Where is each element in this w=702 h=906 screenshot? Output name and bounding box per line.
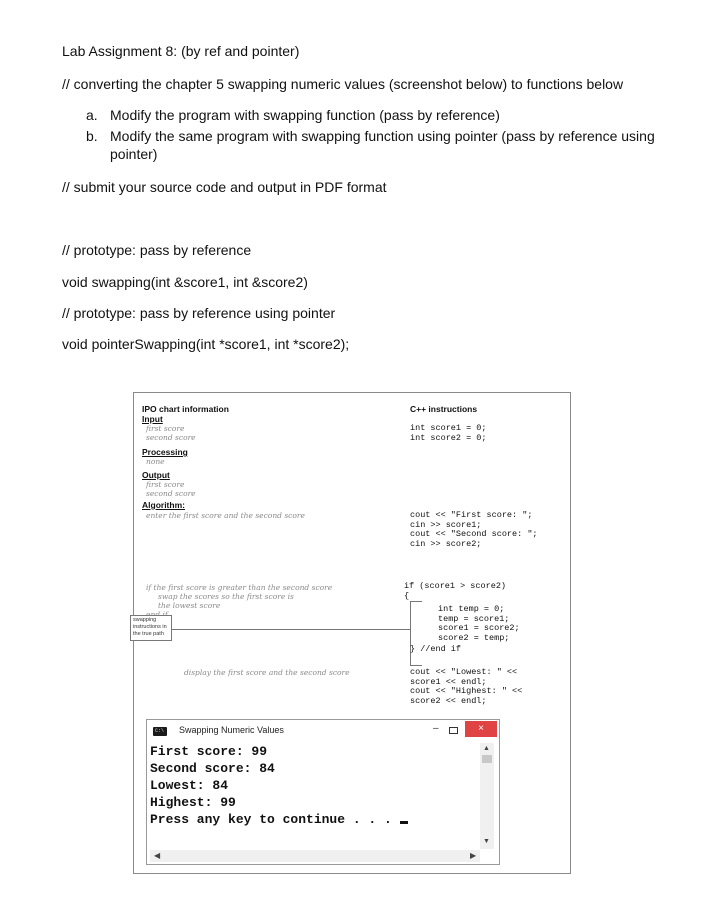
algorithm-step: swap the scores so the first score is bbox=[158, 592, 294, 601]
console-window bbox=[146, 719, 500, 865]
annotation-note: swapping instructions in the true path bbox=[130, 615, 172, 641]
horizontal-scrollbar[interactable] bbox=[150, 850, 480, 862]
scroll-right-icon[interactable]: ▶ bbox=[470, 851, 477, 860]
algorithm-step: enter the first score and the second score bbox=[146, 511, 305, 520]
proto-ptr: void pointerSwapping(int *score1, int *score2); bbox=[62, 336, 350, 352]
processing-item: none bbox=[146, 457, 165, 466]
algorithm-step: display the first score and the second score bbox=[184, 668, 350, 677]
maximize-button[interactable] bbox=[449, 727, 458, 734]
list-text: Modify the program with swapping function (pass by reference) bbox=[110, 107, 500, 123]
code-endif: } //end if bbox=[410, 644, 462, 654]
close-button[interactable]: × bbox=[465, 721, 497, 737]
doc-title: Lab Assignment 8: (by ref and pointer) bbox=[62, 43, 300, 59]
algorithm-step: if the first score is greater than the second score bbox=[146, 583, 333, 592]
vertical-scrollbar[interactable] bbox=[480, 743, 494, 849]
scroll-up-icon[interactable]: ▲ bbox=[483, 745, 490, 752]
console-icon: C:\ bbox=[153, 727, 167, 736]
cursor-icon bbox=[400, 821, 408, 824]
input-label: Input bbox=[142, 414, 163, 424]
console-title: Swapping Numeric Values bbox=[179, 725, 284, 735]
code-if: if (score1 > score2) { bbox=[404, 581, 507, 601]
scroll-left-icon[interactable]: ◀ bbox=[154, 851, 161, 860]
code-declarations: int score1 = 0; int score2 = 0; bbox=[410, 423, 487, 443]
input-item: second score bbox=[146, 433, 196, 442]
output-item: second score bbox=[146, 489, 196, 498]
ipo-header: IPO chart information bbox=[142, 404, 229, 414]
bracket-bottom bbox=[410, 665, 422, 666]
console-output: First score: 99 Second score: 84 Lowest: 84 Highest: 99 Press any key to continue . . . bbox=[150, 743, 480, 828]
list-item-a bbox=[86, 106, 686, 126]
cpp-header: C++ instructions bbox=[410, 404, 478, 414]
scroll-thumb[interactable] bbox=[482, 755, 492, 763]
list-marker: a. bbox=[86, 107, 98, 123]
code-swap: int temp = 0; temp = score1; score1 = score2; score2 = temp; bbox=[438, 604, 520, 643]
output-label: Output bbox=[142, 470, 170, 480]
proto-ptr-comment: // prototype: pass by reference using pointer bbox=[62, 305, 336, 321]
algorithm-label: Algorithm: bbox=[142, 500, 185, 510]
code-output: cout << "Lowest: " << score1 << endl; cout << "Highest: " << score2 << endl; bbox=[410, 667, 523, 706]
submit-comment: // submit your source code and output in PDF format bbox=[62, 179, 387, 195]
bracket-top bbox=[410, 601, 422, 602]
minimize-button[interactable]: – bbox=[433, 723, 439, 734]
list-marker: b. bbox=[86, 128, 98, 144]
input-item: first score bbox=[146, 424, 185, 433]
algorithm-step: the lowest score bbox=[158, 601, 221, 610]
ipo-chart-figure bbox=[133, 392, 571, 874]
list-text: Modify the same program with swapping function using pointer (pass by reference using pointer) bbox=[110, 128, 655, 162]
console-titlebar bbox=[147, 720, 499, 742]
annotation-connector bbox=[171, 629, 410, 630]
processing-label: Processing bbox=[142, 447, 188, 457]
intro-comment: // converting the chapter 5 swapping numeric values (screenshot below) to functions below bbox=[62, 76, 624, 92]
annotation-bracket bbox=[410, 601, 419, 665]
list-item-b bbox=[86, 127, 686, 167]
proto-ref-comment: // prototype: pass by reference bbox=[62, 242, 252, 258]
code-input: cout << "First score: "; cin >> score1; cout << "Second score: "; cin >> score2; bbox=[410, 510, 538, 549]
output-item: first score bbox=[146, 480, 185, 489]
scroll-down-icon[interactable]: ▼ bbox=[483, 838, 490, 845]
proto-ref: void swapping(int &score1, int &score2) bbox=[62, 274, 308, 290]
